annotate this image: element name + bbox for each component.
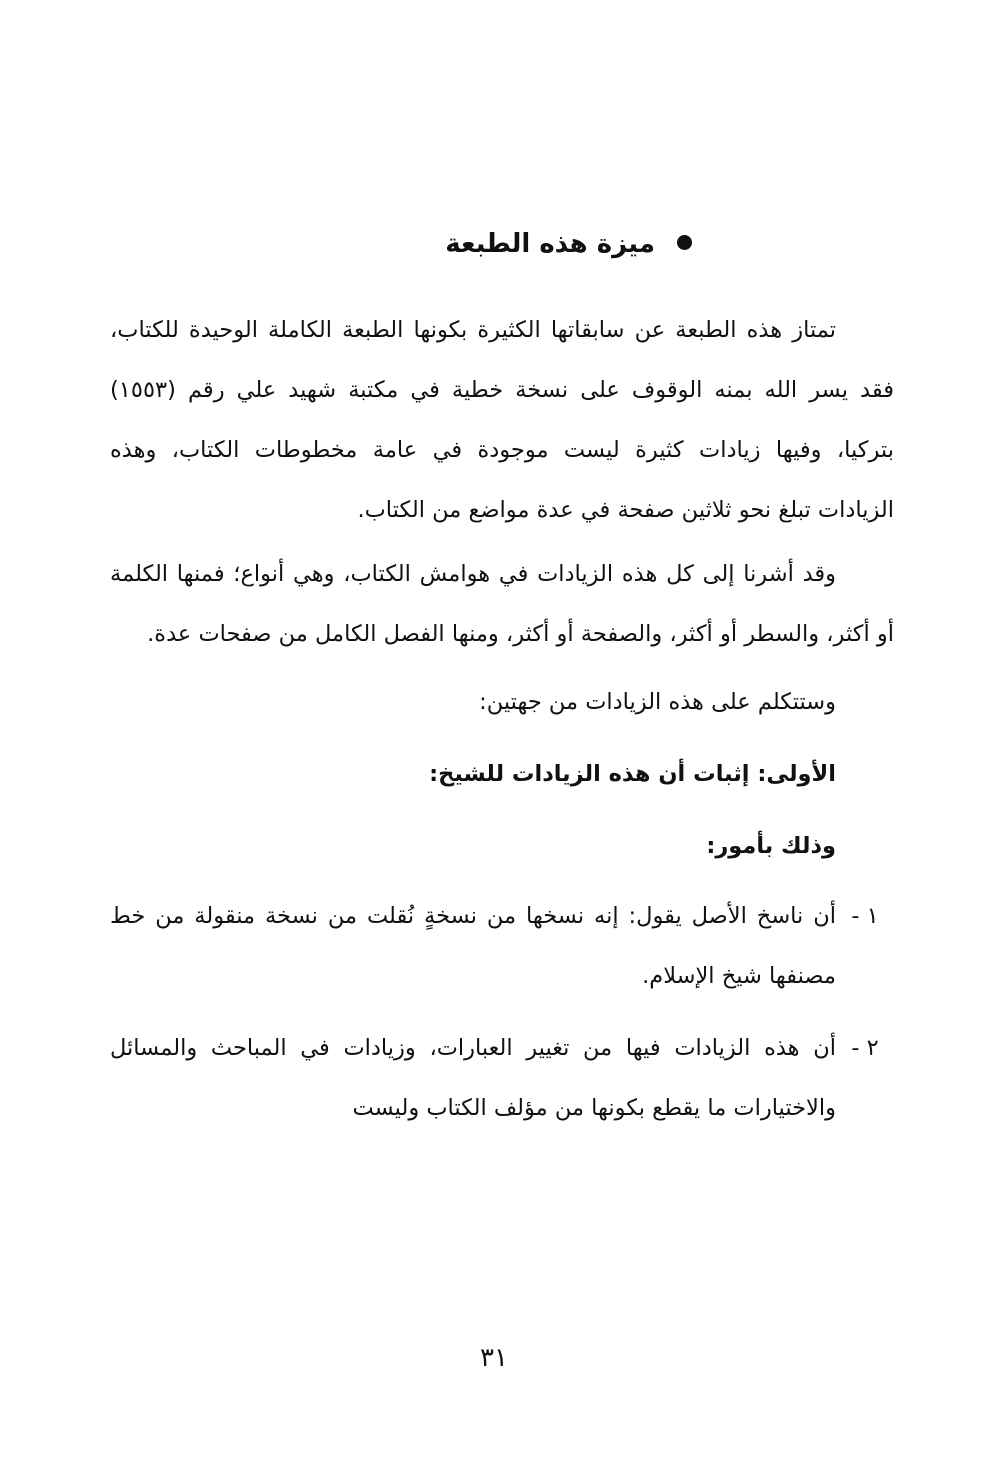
section-title: ميزة هذه الطبعة xyxy=(445,229,655,259)
page-content xyxy=(110,222,894,1138)
paragraph-additions-types: وقد أشرنا إلى كل هذه الزيادات في هوامش الكتاب، وهي أنواع؛ فمنها الكلمة أو أكثر، والسطر أو أكثر، والصفحة أو أكثر، ومنها الفصل الكامل من صفحات عدة. xyxy=(110,561,894,647)
page-number: ٣١ xyxy=(480,1343,508,1373)
list-item-number: ٢ - xyxy=(851,1035,879,1061)
list-item-text: أن ناسخ الأصل يقول: إنه نسخها من نسخةٍ نُقلت من نسخة منقولة من خط مصنفها شيخ الإسلام. xyxy=(110,903,836,989)
list-item xyxy=(110,886,894,1006)
paragraph-edition-uniqueness: تمتاز هذه الطبعة عن سابقاتها الكثيرة بكونها الطبعة الكاملة الوحيدة للكتاب، فقد يسر الله بمنه الوقوف على نسخة خطية في مكتبة شهيد علي رقم (١٥٥٣) بتركيا، وفيها زيادات كثيرة ليست موجودة في عامة مخطوطات الكتاب، وهذه الزيادات تبلغ نحو ثلاثين صفحة في عدة مواضع من الكتاب. xyxy=(110,317,894,523)
list-item-text: أن هذه الزيادات فيها من تغيير العبارات، وزيادات في المباحث والمسائل والاختيارات ما يقطع بكونها من مؤلف الكتاب وليست xyxy=(110,1035,836,1121)
first-aspect-heading: الأولى: إثبات أن هذه الزيادات للشيخ: xyxy=(429,761,836,787)
reasons-intro: وذلك بأمور: xyxy=(706,833,836,859)
bullet-icon xyxy=(677,235,692,250)
section-heading xyxy=(110,222,894,266)
intro-line: وستتكلم على هذه الزيادات من جهتين: xyxy=(479,689,836,715)
list-item xyxy=(110,1018,894,1138)
list-item-number: ١ - xyxy=(851,903,879,929)
